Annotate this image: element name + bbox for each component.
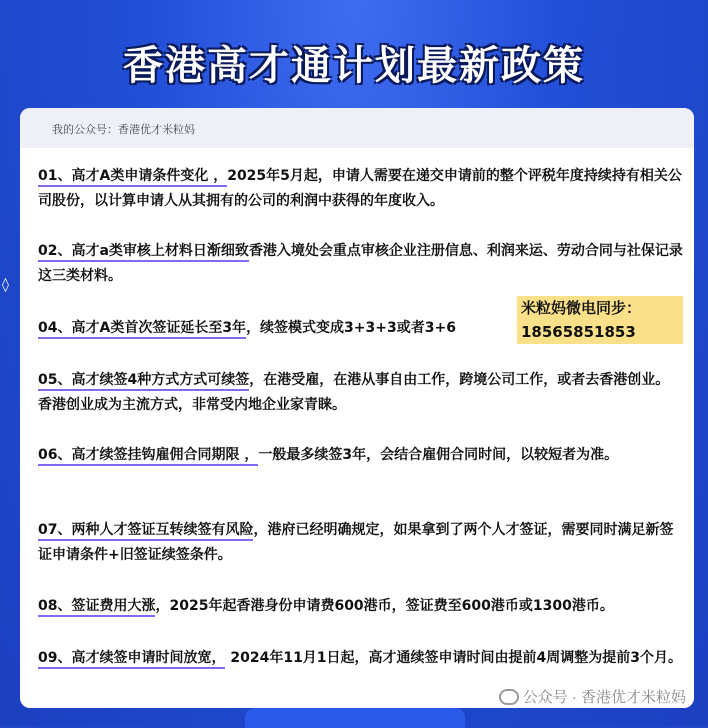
footer-text: 公众号 · 香港优才米粒妈 xyxy=(522,689,686,706)
list-item xyxy=(38,239,683,289)
bottom-tab-decoration xyxy=(245,708,465,728)
item-key: 05、高才续签4种方式方式可续签 xyxy=(38,372,249,391)
item-text: ，港府已经明确规定，如果拿到了两个人才签证，需要同时满足新签证申请条件+旧签证续签条件。 xyxy=(38,522,674,563)
page-title: 香港高才通计划最新政策 xyxy=(123,43,585,89)
item-key: 06、高才续签挂钩雇佣合同期限 ， xyxy=(38,447,258,466)
card-header xyxy=(20,108,694,148)
item-key: 04、高才A类首次签证延长至3年 xyxy=(38,320,246,339)
list-item xyxy=(38,518,683,568)
item-key: 09、高才续签申请时间放宽， xyxy=(38,650,225,669)
item-key: 02、高才a类审核上材料日渐细致 xyxy=(38,243,249,262)
footer-watermark xyxy=(499,686,686,707)
list-item xyxy=(38,316,508,341)
list-item xyxy=(38,368,683,418)
account-label: 我的公众号：香港优才米粒妈 xyxy=(52,123,195,136)
item-text: ，续签模式变成3+3+3或者3+6 xyxy=(246,320,456,336)
side-diamond-icon: ◊ xyxy=(2,277,9,293)
list-item xyxy=(38,594,683,619)
item-key: 07、两种人才签证互转续签有风险 xyxy=(38,522,253,541)
list-item xyxy=(38,646,683,671)
wechat-contact-badge xyxy=(517,296,683,344)
wechat-line-1: 米粒妈微电同步： xyxy=(521,299,642,317)
list-item xyxy=(38,443,683,468)
list-item xyxy=(38,164,683,214)
wechat-icon xyxy=(499,689,519,705)
item-text: 2024年11月1日起，高才通续签申请时间由提前4周调整为提前3个月。 xyxy=(225,650,683,666)
item-text: ，在港受雇，在港从事自由工作，跨境公司工作，或者去香港创业。香港创业成为主流方式，非常受内地企业家青睐。 xyxy=(38,372,670,413)
item-key: 08、签证费用大涨 xyxy=(38,598,155,617)
item-text: 2025年5月起，申请人需要在递交申请前的整个评税年度持续持有相关公司股份，以计算申请人从其拥有的公司的利润中获得的年度收入。 xyxy=(38,168,682,209)
item-text: ，2025年起香港身份申请费600港币，签证费至600港币或1300港币。 xyxy=(155,598,614,614)
item-key: 01、高才A类申请条件变化 ， xyxy=(38,168,227,187)
content-card xyxy=(20,108,694,708)
wechat-line-2: 18565851853 xyxy=(521,323,636,341)
item-text: 香港入境处会重点审核企业注册信息、利润来运、劳动合同与社保记录这三类材料。 xyxy=(38,243,683,284)
item-text: 一般最多续签3年，会结合雇佣合同时间，以较短者为准。 xyxy=(258,447,619,463)
